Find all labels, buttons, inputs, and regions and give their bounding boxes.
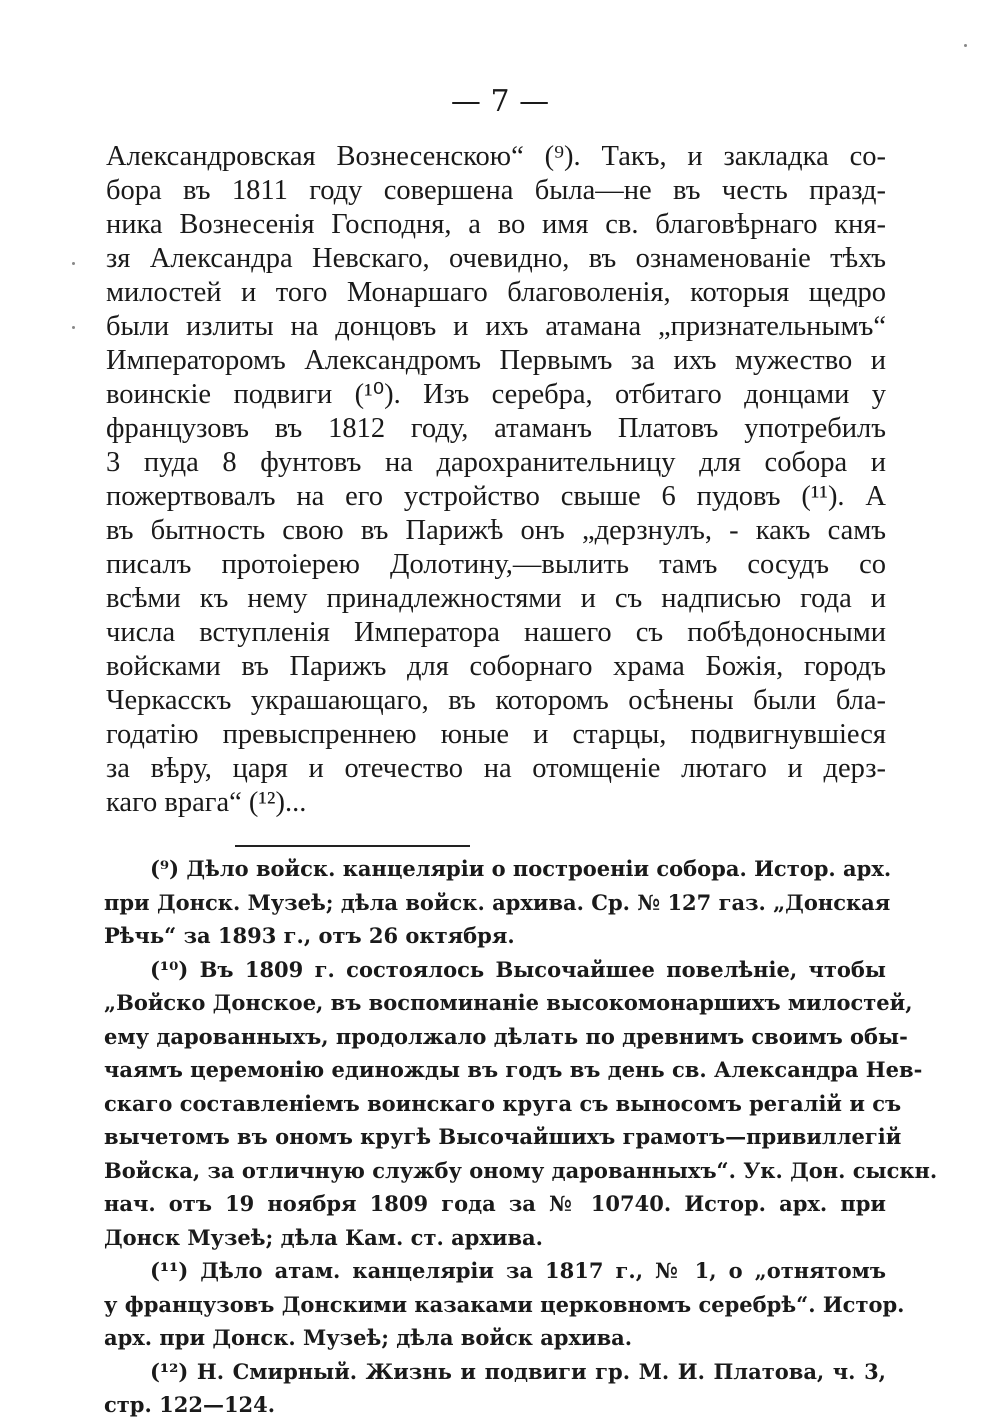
footnote-line: Рѣчь“ за 1893 г., отъ 26 октября. [104, 923, 515, 948]
body-line: всѣми къ нему принадлежностями и съ надписью года и [106, 583, 886, 614]
footnote-9 [104, 852, 892, 953]
body-line: были излиты на донцовъ и ихъ атамана „признательнымъ“ [106, 311, 886, 342]
footnote-line: (¹²) Н. Смирный. Жизнь и подвиги гр. М. И. Платова, ч. 3, [150, 1358, 886, 1384]
body-line: воинскіе подвиги (¹⁰). Изъ серебра, отбитаго донцами у [106, 379, 886, 410]
footnote-line: арх. при Донск. Музеѣ; дѣла войск архива. [104, 1325, 633, 1350]
body-line: 3 пуда 8 фунтовъ на дарохранительницу для собора и [106, 447, 886, 478]
footnotes [104, 852, 938, 1422]
body-line: Императоромъ Александромъ Первымъ за ихъ мужество и [106, 345, 886, 376]
body-line: бора въ 1811 году совершена была—не въ честь празд- [106, 175, 886, 206]
body-line: Александровская Вознесенскою“ (⁹). Такъ, и закладка со- [106, 141, 886, 172]
footnote-10 [104, 953, 938, 1255]
scan-speck [72, 326, 75, 329]
body-text [106, 140, 886, 820]
body-line: Черкасскъ украшающаго, въ которомъ осѣнены были бла- [106, 685, 886, 716]
footnote-11 [104, 1254, 905, 1355]
body-line: каго врага“ (¹²)... [106, 787, 307, 818]
body-line: годатію превыспреннею юные и старцы, подвигнувшіеся [106, 719, 886, 750]
footnote-line: стр. 122—124. [104, 1392, 276, 1417]
footnote-line: скаго составленіемъ воинскаго круга съ выносомъ регалій и съ [104, 1090, 902, 1116]
body-line: милостей и того Монаршаго благоволенія, которыя щедро [106, 277, 886, 308]
body-line: зя Александра Невскаго, очевидно, въ ознаменованіе тѣхъ [106, 243, 886, 274]
page-number: — 7 — [450, 84, 550, 119]
footnote-line: ему дарованныхъ, продолжало дѣлать по древнимъ своимъ обы- [104, 1023, 908, 1049]
body-line: французовъ въ 1812 году, атаманъ Платовъ употребилъ [106, 413, 886, 444]
footnote-line: (⁹) Дѣло войск. канцеляріи о построеніи собора. Истор. арх. [150, 856, 892, 881]
body-line: въ бытность свою въ Парижѣ онъ „дерзнулъ, - какъ самъ [106, 515, 886, 546]
footnote-line: (¹¹) Дѣло атам. канцеляріи за 1817 г., № 1, о „отнятомъ [150, 1258, 886, 1283]
footnote-line: Войска, за отличную службу оному дарованныхъ“. Ук. Дон. сыскн. [104, 1157, 938, 1183]
body-line: пожертвовалъ на его устройство свыше 6 пудовъ (¹¹). А [106, 481, 886, 512]
footnote-line: чаямъ церемонію единожды въ годъ въ день св. Александра Нев- [104, 1057, 923, 1082]
body-line: за вѣру, царя и отечество на отомщеніе лютаго и дерз- [106, 753, 886, 784]
scan-speck [72, 262, 75, 265]
body-line: писалъ протоіерею Долотину,—вылить тамъ сосудъ со [106, 549, 886, 580]
footnote-line: (¹⁰) Въ 1809 г. состоялось Высочайшее повелѣніе, чтобы [150, 956, 886, 982]
body-line: ника Вознесенія Господня, а во имя св. благовѣрнаго кня- [106, 209, 886, 240]
body-line: войсками въ Парижъ для соборнаго храма Божія, городъ [106, 651, 886, 682]
footnote-line: „Войско Донское, въ воспоминаніе высокомонаршихъ милостей, [104, 990, 913, 1015]
scan-speck [964, 44, 967, 47]
footnote-line: Донск Музеѣ; дѣла Кам. ст. архива. [104, 1224, 543, 1250]
footnote-12 [104, 1355, 886, 1422]
footnote-divider [235, 845, 470, 847]
footnote-line: у французовъ Донскими казаками церковномъ серебрѣ“. Истор. [104, 1291, 905, 1317]
footnote-line: вычетомъ въ ономъ кругѣ Высочайшихъ грамотъ—привиллегій [104, 1124, 902, 1149]
footnote-line: нач. отъ 19 ноября 1809 года за № 10740. Истор. арх. при [104, 1191, 886, 1216]
footnote-line: при Донск. Музеѣ; дѣла войск. архива. Ср. № 127 газ. „Донская [104, 889, 891, 915]
body-line: числа вступленія Императора нашего съ побѣдоносными [106, 617, 886, 648]
